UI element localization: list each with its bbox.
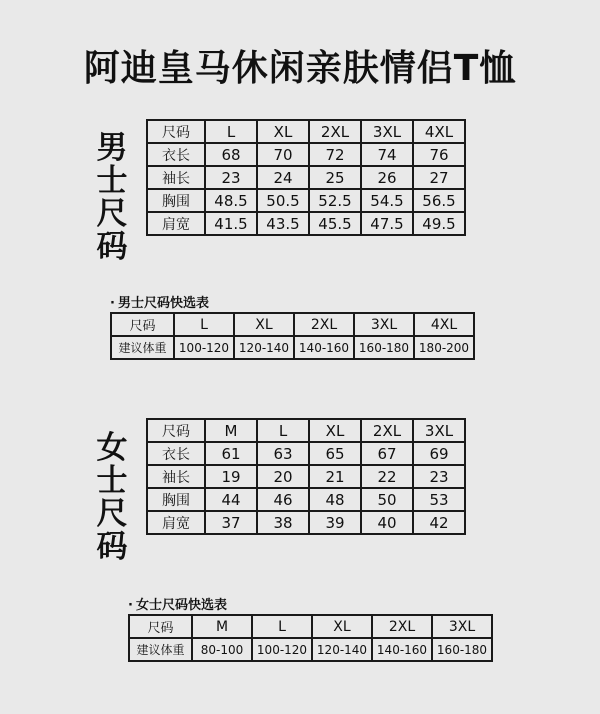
men-label-char: 男 [96, 130, 128, 166]
table-cell: 2XL [294, 313, 354, 336]
men-label-char: 尺 [96, 196, 128, 232]
table-cell: 43.5 [257, 212, 309, 235]
table-cell: 80-100 [192, 638, 252, 661]
table-cell: 27 [413, 166, 465, 189]
table-cell: 4XL [413, 120, 465, 143]
table-cell: 尺码 [129, 615, 192, 638]
table-cell: 3XL [361, 120, 413, 143]
table-cell: 61 [205, 442, 257, 465]
table-cell: 24 [257, 166, 309, 189]
table-cell: 68 [205, 143, 257, 166]
table-cell: 胸围 [147, 488, 205, 511]
table-cell: 2XL [372, 615, 432, 638]
table-cell: 53 [413, 488, 465, 511]
men-quick-table [110, 312, 475, 360]
table-cell: 160-180 [354, 336, 414, 359]
bullet-icon: · [110, 296, 115, 311]
table-cell: 3XL [413, 419, 465, 442]
women-label-char: 码 [96, 529, 128, 565]
table-cell: 65 [309, 442, 361, 465]
table-cell: 180-200 [414, 336, 474, 359]
table-cell: 22 [361, 465, 413, 488]
women-size-label [94, 432, 130, 564]
table-cell: L [252, 615, 312, 638]
table-cell: 63 [257, 442, 309, 465]
table-row [111, 336, 474, 359]
table-cell: 46 [257, 488, 309, 511]
table-cell: 120-140 [234, 336, 294, 359]
table-row [147, 189, 465, 212]
table-cell: 4XL [414, 313, 474, 336]
table-header-row [147, 419, 465, 442]
table-row [147, 212, 465, 235]
table-cell: 120-140 [312, 638, 372, 661]
table-cell: 70 [257, 143, 309, 166]
table-cell: 67 [361, 442, 413, 465]
table-cell: XL [309, 419, 361, 442]
bullet-icon: · [128, 598, 133, 613]
table-cell: 56.5 [413, 189, 465, 212]
table-cell: 23 [205, 166, 257, 189]
table-cell: 26 [361, 166, 413, 189]
table-cell: 44 [205, 488, 257, 511]
table-cell: 袖长 [147, 166, 205, 189]
table-cell: M [205, 419, 257, 442]
table-cell: 69 [413, 442, 465, 465]
women-size-table [146, 418, 466, 535]
table-cell: 20 [257, 465, 309, 488]
women-quick-title [128, 594, 227, 613]
table-cell: 72 [309, 143, 361, 166]
table-cell: 50 [361, 488, 413, 511]
men-quick-title [110, 292, 209, 311]
men-quick-title-text: 男士尺码快选表 [117, 296, 209, 311]
table-cell: 76 [413, 143, 465, 166]
men-size-table [146, 119, 466, 236]
table-cell: 25 [309, 166, 361, 189]
table-cell: 52.5 [309, 189, 361, 212]
women-quick-title-text: 女士尺码快选表 [135, 598, 227, 613]
table-cell: 100-120 [174, 336, 234, 359]
table-row [147, 488, 465, 511]
table-cell: 39 [309, 511, 361, 534]
table-cell: 50.5 [257, 189, 309, 212]
table-cell: 38 [257, 511, 309, 534]
table-cell: 100-120 [252, 638, 312, 661]
table-cell: 胸围 [147, 189, 205, 212]
table-row [147, 442, 465, 465]
table-cell: 140-160 [372, 638, 432, 661]
table-row [147, 166, 465, 189]
table-cell: 45.5 [309, 212, 361, 235]
women-label-char: 士 [96, 463, 128, 499]
women-label-char: 女 [96, 430, 128, 466]
table-cell: 3XL [354, 313, 414, 336]
table-header-row [129, 615, 492, 638]
page-title: 阿迪皇马休闲亲肤情侣T恤 [83, 48, 517, 89]
table-cell: 建议体重 [111, 336, 174, 359]
table-cell: 48 [309, 488, 361, 511]
table-cell: L [174, 313, 234, 336]
table-row [129, 638, 492, 661]
table-cell: XL [257, 120, 309, 143]
table-cell: 建议体重 [129, 638, 192, 661]
table-cell: 41.5 [205, 212, 257, 235]
table-cell: 37 [205, 511, 257, 534]
table-cell: 140-160 [294, 336, 354, 359]
table-cell: 54.5 [361, 189, 413, 212]
table-cell: 2XL [361, 419, 413, 442]
table-cell: 尺码 [111, 313, 174, 336]
table-row [147, 143, 465, 166]
table-cell: 肩宽 [147, 212, 205, 235]
table-cell: 160-180 [432, 638, 492, 661]
table-cell: 尺码 [147, 120, 205, 143]
table-cell: 21 [309, 465, 361, 488]
table-cell: 49.5 [413, 212, 465, 235]
table-cell: M [192, 615, 252, 638]
table-cell: 袖长 [147, 465, 205, 488]
men-label-char: 码 [96, 229, 128, 265]
table-cell: L [205, 120, 257, 143]
table-cell: XL [312, 615, 372, 638]
table-cell: 47.5 [361, 212, 413, 235]
table-cell: 40 [361, 511, 413, 534]
table-header-row [147, 120, 465, 143]
table-cell: 74 [361, 143, 413, 166]
table-cell: 19 [205, 465, 257, 488]
table-cell: 48.5 [205, 189, 257, 212]
table-row [147, 465, 465, 488]
table-cell: 肩宽 [147, 511, 205, 534]
table-header-row [111, 313, 474, 336]
table-cell: 衣长 [147, 442, 205, 465]
table-cell: L [257, 419, 309, 442]
table-cell: 42 [413, 511, 465, 534]
table-cell: 尺码 [147, 419, 205, 442]
table-row [147, 511, 465, 534]
table-cell: 3XL [432, 615, 492, 638]
women-label-char: 尺 [96, 496, 128, 532]
women-quick-table [128, 614, 493, 662]
men-label-char: 士 [96, 163, 128, 199]
table-cell: 23 [413, 465, 465, 488]
men-size-label [94, 132, 130, 264]
table-cell: 2XL [309, 120, 361, 143]
table-cell: XL [234, 313, 294, 336]
table-cell: 衣长 [147, 143, 205, 166]
